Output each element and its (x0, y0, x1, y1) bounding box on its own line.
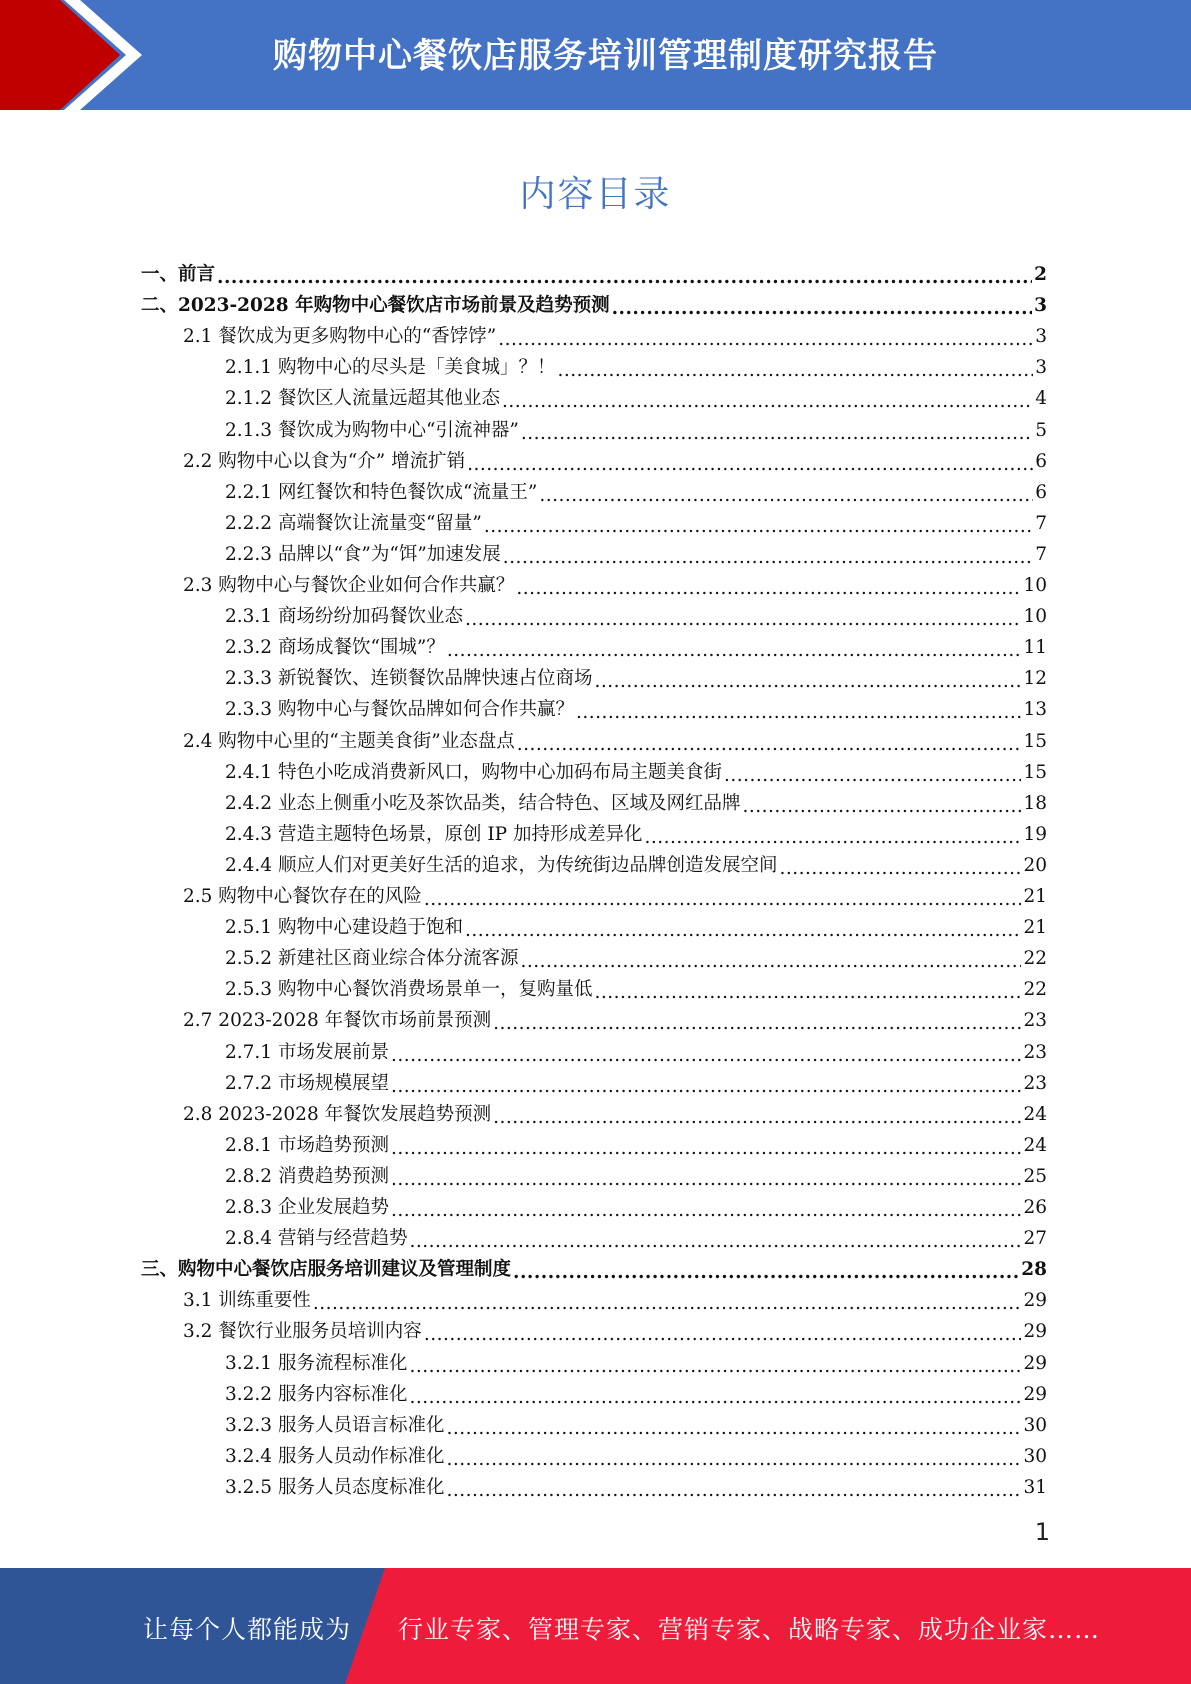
toc-entry[interactable] (183, 1312, 1047, 1343)
toc-entry-label: 3.2.2 服务内容标准化 (225, 1383, 408, 1405)
toc-leader-dots (447, 639, 1022, 659)
toc-entry-label: 2.3 购物中心与餐饮企业如何合作共赢？ (183, 575, 515, 596)
toc-entry-page: 22 (1023, 979, 1047, 1001)
toc-entry-label: 一、前言 (141, 264, 216, 285)
toc-entry-page: 10 (1023, 606, 1047, 628)
toc-entry-label: 2.2.2 高端餐饮让流量变“留量” (225, 512, 482, 534)
toc-entry[interactable] (183, 1281, 1047, 1312)
toc-entry-page: 18 (1023, 792, 1047, 814)
toc-entry-label: 2.8.3 企业发展趋势 (225, 1197, 389, 1218)
toc-leader-dots (465, 608, 1021, 628)
toc-entry-label: 2.7 2023-2028 年餐饮市场前景预测 (183, 1010, 492, 1032)
toc-entry-label: 二、2023-2028 年购物中心餐饮店市场前景及趋势预测 (141, 295, 610, 317)
toc-leader-dots (391, 1168, 1021, 1188)
toc-leader-dots (779, 857, 1021, 877)
toc-leader-dots (467, 453, 1033, 473)
toc-leader-dots (517, 733, 1022, 753)
toc-entry-page: 5 (1035, 419, 1047, 441)
toc-entry[interactable] (225, 908, 1047, 939)
toc-entry[interactable] (225, 1344, 1047, 1375)
toc-leader-dots (409, 1355, 1021, 1375)
toc-leader-dots (424, 888, 1022, 908)
toc-entry-label: 2.8.1 市场趋势预测 (225, 1134, 389, 1156)
toc-leader-dots (493, 1012, 1021, 1032)
toc-entry[interactable] (225, 1219, 1047, 1250)
toc-entry-page: 30 (1023, 1445, 1047, 1467)
toc-entry-page: 26 (1023, 1197, 1047, 1218)
toc-entry-label: 2.3.1 商场纷纷加码餐饮业态 (225, 606, 463, 628)
toc-entry-page: 15 (1023, 761, 1047, 783)
toc-leader-dots (521, 422, 1033, 442)
toc-entry[interactable] (225, 1468, 1047, 1499)
toc-entry-label: 三、购物中心餐饮店服务培训建议及管理制度 (141, 1259, 512, 1281)
footer-banner (0, 1568, 1191, 1684)
toc-entry-label: 2.1.3 餐饮成为购物中心“引流神器” (225, 419, 519, 441)
toc-entry-label: 2.3.2 商场成餐饮“围城”？ (225, 637, 445, 659)
toc-entry-label: 2.5 购物中心餐饮存在的风险 (183, 886, 422, 907)
toc-entry-page: 29 (1023, 1290, 1047, 1312)
toc-leader-dots (313, 1292, 1022, 1312)
toc-title: 内容目录 (519, 174, 672, 215)
toc-entry[interactable] (225, 473, 1047, 504)
toc-entry[interactable] (225, 970, 1047, 1001)
toc-entry-page: 12 (1023, 668, 1047, 690)
toc-leader-dots (742, 795, 1021, 815)
toc-entry-page: 13 (1023, 699, 1047, 721)
toc-entry-page: 23 (1023, 1072, 1047, 1094)
toc-entry-page: 21 (1023, 886, 1047, 907)
toc-entry-label: 3.2 餐饮行业服务员培训内容 (183, 1321, 422, 1343)
toc-leader-dots (498, 328, 1033, 348)
toc-entry-page: 23 (1023, 1010, 1047, 1032)
toc-entry-label: 2.3.3 新锐餐饮、连锁餐饮品牌快速占位商场 (225, 668, 593, 690)
toc-leader-dots (503, 546, 1033, 566)
toc-entry-label: 2.4 购物中心里的“主题美食街”业态盘点 (183, 730, 515, 752)
toc-leader-dots (493, 1106, 1021, 1126)
toc-leader-dots (502, 390, 1033, 410)
toc-entry[interactable] (225, 411, 1047, 442)
toc-entry-label: 3.2.3 服务人员语言标准化 (225, 1414, 445, 1436)
toc-entry-label: 2.4.4 顺应人们对更美好生活的追求，为传统街边品牌创造发展空间 (225, 854, 778, 876)
toc-entry-page: 24 (1023, 1103, 1047, 1125)
toc-entry-label: 2.4.3 营造主题特色场景，原创 IP 加持形成差异化 (225, 823, 643, 845)
toc-leader-dots (217, 266, 1032, 286)
header-banner (0, 0, 1191, 110)
toc-entry-label: 2.2.3 品牌以“食”为“饵”加速发展 (225, 543, 501, 565)
toc-entry-label: 2.3.3 购物中心与餐饮品牌如何合作共赢？ (225, 699, 574, 721)
toc-entry[interactable] (225, 690, 1047, 721)
toc-entry-page: 19 (1023, 823, 1047, 845)
toc-entry[interactable] (225, 597, 1047, 628)
toc-leader-dots (391, 1137, 1021, 1157)
toc-leader-dots (557, 359, 1033, 379)
toc-entry-label: 2.8.4 营销与经营趋势 (225, 1228, 408, 1250)
toc-entry-page: 15 (1023, 730, 1047, 752)
toc-entry[interactable] (141, 286, 1047, 317)
toc-entry-label: 2.1 餐饮成为更多购物中心的“香饽饽” (183, 326, 497, 348)
toc-entry[interactable] (183, 1095, 1047, 1126)
toc-entry[interactable] (183, 566, 1047, 597)
toc-entry-label: 2.8 2023-2028 年餐饮发展趋势预测 (183, 1103, 492, 1125)
toc-entry[interactable] (225, 1406, 1047, 1437)
toc-entry-page: 29 (1023, 1352, 1047, 1374)
toc-leader-dots (424, 1323, 1022, 1343)
toc-entry-label: 2.2 购物中心以食为“介” 增流扩销 (183, 450, 466, 472)
toc-entry-label: 2.5.3 购物中心餐饮消费场景单一，复购量低 (225, 979, 593, 1001)
toc-entry[interactable] (225, 1064, 1047, 1095)
toc-entry-page: 3 (1034, 295, 1047, 317)
toc-entry[interactable] (225, 939, 1047, 970)
toc-leader-dots (409, 1386, 1021, 1406)
toc-entry[interactable] (141, 1250, 1047, 1281)
toc-entry-page: 7 (1035, 512, 1047, 534)
toc-leader-dots (391, 1075, 1021, 1095)
toc-entry-page: 20 (1023, 854, 1047, 876)
toc-entry[interactable] (225, 535, 1047, 566)
toc-leader-dots (520, 950, 1021, 970)
toc-entry-page: 11 (1023, 637, 1047, 659)
toc-entry[interactable] (225, 1126, 1047, 1157)
toc-leader-dots (484, 515, 1033, 535)
toc-entry-page: 6 (1035, 481, 1047, 503)
toc-entry-label: 2.5.1 购物中心建设趋于饱和 (225, 917, 463, 939)
toc-entry-page: 7 (1035, 543, 1047, 565)
toc-entry-page: 31 (1023, 1476, 1047, 1498)
toc-leader-dots (391, 1044, 1021, 1064)
toc-leader-dots (409, 1230, 1021, 1250)
toc-entry[interactable] (225, 846, 1047, 877)
toc-leader-dots (465, 919, 1021, 939)
toc-leader-dots (594, 670, 1021, 690)
toc-entry-page: 22 (1023, 948, 1047, 970)
toc-entry-page: 25 (1023, 1165, 1047, 1187)
toc-entry-label: 2.7.1 市场发展前景 (225, 1041, 389, 1063)
report-title: 购物中心餐饮店服务培训管理制度研究报告 (273, 36, 938, 76)
toc-leader-dots (513, 1261, 1019, 1281)
toc-leader-dots (612, 297, 1033, 317)
toc-entry-page: 30 (1023, 1414, 1047, 1436)
toc-entry[interactable] (225, 1157, 1047, 1188)
toc-entry[interactable] (183, 442, 1047, 473)
toc-entry-label: 3.2.4 服务人员动作标准化 (225, 1445, 445, 1467)
toc-leader-dots (539, 484, 1033, 504)
toc-leader-dots (594, 981, 1021, 1001)
footer-slogan-right: 行业专家、管理专家、营销专家、战略专家、成功企业家…… (398, 1615, 1101, 1644)
toc-entry-label: 3.2.5 服务人员态度标准化 (225, 1476, 445, 1498)
toc-entry-page: 28 (1021, 1259, 1047, 1281)
toc-entry-label: 2.2.1 网红餐饮和特色餐饮成“流量王” (225, 481, 538, 503)
toc-entry-label: 2.5.2 新建社区商业综合体分流客源 (225, 948, 519, 970)
toc-entry-page: 27 (1023, 1228, 1047, 1250)
toc-entry[interactable] (225, 1033, 1047, 1064)
toc-entry-label: 2.1.2 餐饮区人流量远超其他业态 (225, 388, 500, 410)
footer-slogan-left: 让每个人都能成为 (143, 1615, 352, 1644)
toc-entry-page: 6 (1035, 450, 1047, 472)
toc-leader-dots (446, 1448, 1021, 1468)
toc-leader-dots (516, 577, 1021, 597)
toc-entry-page: 24 (1023, 1134, 1047, 1156)
toc-entry-label: 2.7.2 市场规模展望 (225, 1072, 389, 1094)
toc-leader-dots (644, 826, 1021, 846)
toc-entry-page: 29 (1023, 1321, 1047, 1343)
toc-entry[interactable] (225, 784, 1047, 815)
toc-entry[interactable] (225, 1437, 1047, 1468)
toc-entry-page: 3 (1035, 357, 1047, 379)
toc-entry-page: 4 (1035, 388, 1047, 410)
toc-entry[interactable] (225, 504, 1047, 535)
toc-entry-page: 23 (1023, 1041, 1047, 1063)
toc-entry[interactable] (141, 255, 1047, 286)
toc-leader-dots (446, 1417, 1021, 1437)
toc-entry-page: 3 (1035, 326, 1047, 348)
toc-entry[interactable] (225, 348, 1047, 379)
toc-entry[interactable] (183, 877, 1047, 908)
toc-entry[interactable] (183, 1001, 1047, 1032)
toc-entry[interactable] (225, 1188, 1047, 1219)
toc-entry-label: 2.4.2 业态上侧重小吃及茶饮品类，结合特色、区域及网红品牌 (225, 792, 741, 814)
toc-entry-page: 2 (1034, 264, 1047, 285)
toc-entry-label: 3.1 训练重要性 (183, 1290, 311, 1312)
toc-entry-page: 10 (1023, 575, 1047, 596)
toc-entry-label: 2.4.1 特色小吃成消费新风口，购物中心加码布局主题美食街 (225, 761, 722, 783)
toc-entry-label: 3.2.1 服务流程标准化 (225, 1352, 408, 1374)
toc-entry[interactable] (225, 815, 1047, 846)
toc-entry[interactable] (225, 659, 1047, 690)
toc-leader-dots (446, 1479, 1021, 1499)
toc-leader-dots (724, 764, 1021, 784)
toc-entry[interactable] (225, 1375, 1047, 1406)
toc-entry-label: 2.8.2 消费趋势预测 (225, 1165, 389, 1187)
toc-entry[interactable] (225, 379, 1047, 410)
toc-entry-page: 21 (1023, 917, 1047, 939)
toc-entry-label: 2.1.1 购物中心的尽头是「美食城」？！ (225, 357, 556, 379)
toc-leader-dots (391, 1199, 1021, 1219)
toc-entry[interactable] (225, 753, 1047, 784)
toc-entry[interactable] (225, 628, 1047, 659)
toc-entry-page: 29 (1023, 1383, 1047, 1405)
toc-leader-dots (576, 701, 1021, 721)
toc-entry[interactable] (183, 317, 1047, 348)
page-number: 1 (1034, 1518, 1050, 1546)
toc-entry[interactable] (183, 722, 1047, 753)
